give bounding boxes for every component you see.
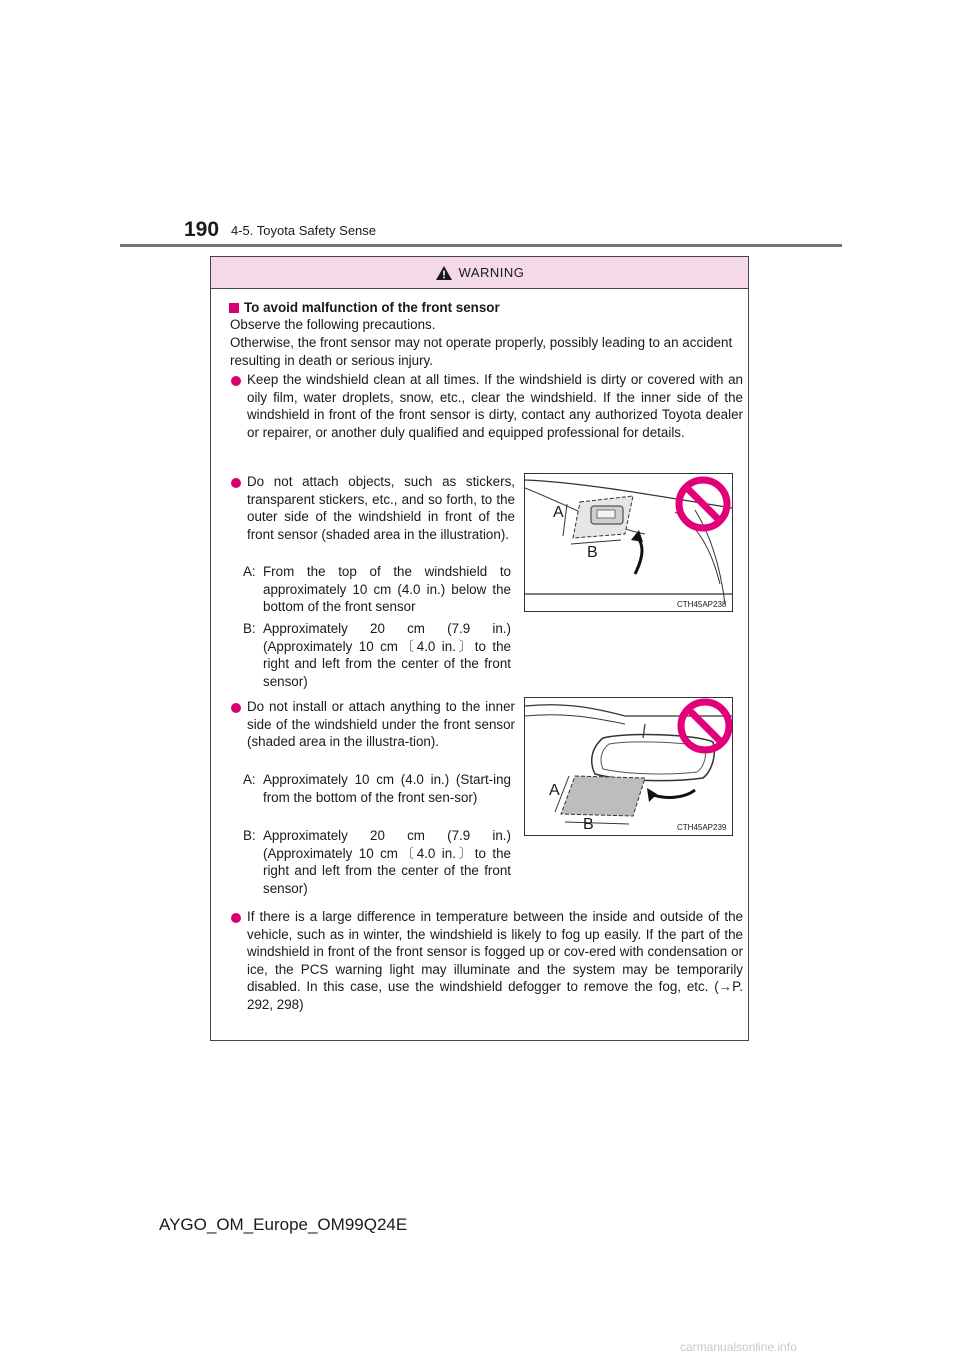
bullet-3-text: Do not install or attach anything to the inner side of the windshield under the front sensor (shaded area in the illustra-tion). <box>247 699 515 749</box>
intro-line-2: Otherwise, the front sensor may not operate properly, possibly leading to an accident resulting in death or serious injury. <box>230 335 733 368</box>
bullet-dot-icon <box>231 376 241 386</box>
item-b-label: B: <box>243 621 256 636</box>
item-a-label: A: <box>243 772 256 787</box>
bullet-dot-icon <box>231 478 241 488</box>
item-a-text: Approximately 10 cm (4.0 in.) (Start-ing from the bottom of the front sen-sor) <box>263 772 511 805</box>
bullet-2-text: Do not attach objects, such as stickers, transparent stickers, etc., and so forth, to the outer side of the windshield in front of the front sensor (shaded area in the illustration). <box>247 474 515 542</box>
figure-label-b: B <box>587 544 598 561</box>
bullet-dot-icon <box>231 913 241 923</box>
warning-header <box>211 257 748 289</box>
item-a-text: From the top of the windshield to approximately 10 cm (4.0 in.) below the bottom of the front sensor <box>263 564 511 614</box>
item-b-text: Approximately 20 cm (7.9 in.) (Approximately 10 cm〔4.0 in.〕to the right and left from the center of the front sensor) <box>263 828 511 896</box>
document-id: AYGO_OM_Europe_OM99Q24E <box>159 1215 408 1234</box>
item-b-label: B: <box>243 828 256 843</box>
item-b-text: Approximately 20 cm (7.9 in.) (Approximately 10 cm〔4.0 in.〕to the right and left from the center of the front sensor) <box>263 621 511 689</box>
square-bullet-icon <box>229 303 239 313</box>
warning-box <box>210 256 749 1041</box>
header-rule <box>120 244 842 247</box>
warning-title: WARNING <box>458 265 525 280</box>
figure-code: CTH45AP239 <box>677 823 727 832</box>
bullet-2-item-a <box>243 563 511 617</box>
illustration-inner-windshield <box>524 697 733 836</box>
page-number: 190 <box>184 218 220 241</box>
bullet-4-text: If there is a large difference in temperature between the inside and outside of the vehicle, such as in winter, the windshield is likely to fog up easily. If the part of the windshield in front of the front sensor is fogged up or cov-ered with condensation or ice, the PCS warning light may illuminate and the system may be temporarily disabled. In this case, use the windshield defogger to remove the fog, etc. (→P. 292, 298) <box>247 909 743 1012</box>
warning-heading-text: To avoid malfunction of the front sensor <box>244 300 500 315</box>
figure-label-a: A <box>553 504 564 521</box>
item-a-label: A: <box>243 564 256 579</box>
warning-triangle-icon <box>435 265 453 281</box>
bullet-2-item-b <box>243 620 511 692</box>
intro-line-1: Observe the following precautions. <box>230 317 436 332</box>
illustration-outer-windshield <box>524 473 733 612</box>
bullet-1-text: Keep the windshield clean at all times. If the windshield is dirty or covered with an oily film, water droplets, snow, etc., clear the windshield. If the inner side of the windshield in front of the front sensor is dirty, contact any authorized Toyota dealer or repairer, or another duly qualified and equipped professional for details. <box>247 372 743 440</box>
watermark: carmanualsonline.info <box>680 1340 797 1354</box>
figure-label-b: B <box>583 816 594 833</box>
bullet-dot-icon <box>231 703 241 713</box>
section-title: 4-5. Toyota Safety Sense <box>231 223 377 238</box>
warning-heading <box>229 299 739 317</box>
bullet-3-item-b <box>243 827 511 899</box>
figure-code: CTH45AP238 <box>677 600 727 609</box>
figure-label-a: A <box>549 782 560 799</box>
bullet-3-item-a <box>243 771 511 825</box>
